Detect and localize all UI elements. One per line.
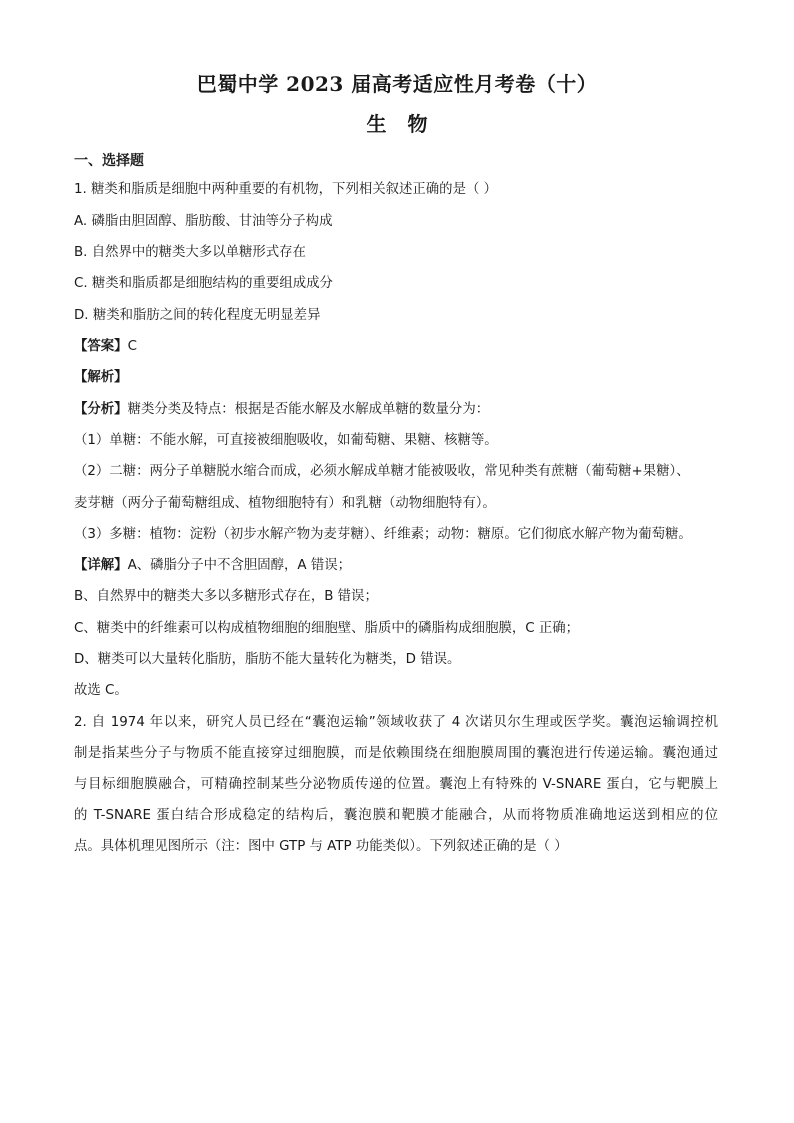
fenxi-text: 糖类分类及特点：根据是否能水解及水解成单糖的数量分为： <box>127 402 490 417</box>
conclusion: 故选 C。 <box>74 683 128 698</box>
q1-option-c: C. 糖类和脂质都是细胞结构的重要组成成分 <box>74 276 333 291</box>
question-2-line-3: 与目标细胞膜融合，可精确控制某些分泌物质传递的位置。囊泡上有特殊的 V-SNARE 蛋白，它与靶膜上 <box>74 777 718 792</box>
question-2-line-1: 2. 自 1974 年以来，研究人员已经在“囊泡运输”领域收获了 4 次诺贝尔生理或医学奖。囊泡运输调控机 <box>74 715 718 730</box>
q1-answer <box>74 337 137 357</box>
exam-title: 巴蜀中学 2023 届高考适应性月考卷（十） <box>196 72 598 96</box>
question-1-stem: 1. 糖类和脂质是细胞中两种重要的有机物，下列相关叙述正确的是（ ） <box>74 182 498 197</box>
q1-option-d: D. 糖类和脂肪之间的转化程度无明显差异 <box>74 308 321 323</box>
analysis-point-2a: （2）二糖：两分子单糖脱水缩合而成，必须水解成单糖才能被吸收，常见种类有蔗糖（葡萄糖+果糖）、 <box>74 464 690 479</box>
q1-option-b: B. 自然界中的糖类大多以单糖形式存在 <box>74 245 306 260</box>
section-heading: 一、选择题 <box>74 153 144 169</box>
fenxi-label: 【分析】 <box>74 402 128 417</box>
xiangjie-label: 【详解】 <box>74 558 128 573</box>
analysis-point-3: （3）多糖：植物：淀粉（初步水解产物为麦芽糖）、纤维素；动物：糖原。它们彻底水解产物为葡萄糖。 <box>74 527 692 542</box>
analysis-label: 【解析】 <box>74 370 128 385</box>
analysis-point-2b: 麦芽糖（两分子葡萄糖组成、植物细胞特有）和乳糖（动物细胞特有）。 <box>74 496 496 511</box>
xiangjie-line-d: D、糖类可以大量转化脂肪，脂肪不能大量转化为糖类，D 错误。 <box>74 652 461 667</box>
subject-title: 生 物 <box>366 112 428 136</box>
question-2-line-4: 的 T-SNARE 蛋白结合形成稳定的结构后，囊泡膜和靶膜才能融合，从而将物质准确地运送到相应的位 <box>74 808 718 823</box>
xiangjie-line-c: C、糖类中的纤维素可以构成植物细胞的细胞壁、脂质中的磷脂构成细胞膜，C 正确； <box>74 621 580 636</box>
question-2-line-2: 制是指某些分子与物质不能直接穿过细胞膜，而是依赖围绕在细胞膜周围的囊泡进行传递运输。囊泡通过 <box>74 746 718 761</box>
answer-value: C <box>127 339 137 354</box>
xiangjie-a-text: A、磷脂分子中不含胆固醇，A 错误； <box>127 558 351 573</box>
xiangjie-line-b: B、自然界中的糖类大多以多糖形式存在，B 错误； <box>74 589 378 604</box>
question-2-line-5: 点。具体机理见图所示（注：图中 GTP 与 ATP 功能类似）。下列叙述正确的是（ ） <box>74 839 568 854</box>
analysis-point-1: （1）单糖：不能水解，可直接被细胞吸收，如葡萄糖、果糖、核糖等。 <box>74 433 498 448</box>
q1-option-a: A. 磷脂由胆固醇、脂肪酸、甘油等分子构成 <box>74 214 333 229</box>
answer-label: 【答案】 <box>74 339 128 354</box>
xiangjie-line-a <box>74 556 351 576</box>
fenxi-line <box>74 400 489 420</box>
